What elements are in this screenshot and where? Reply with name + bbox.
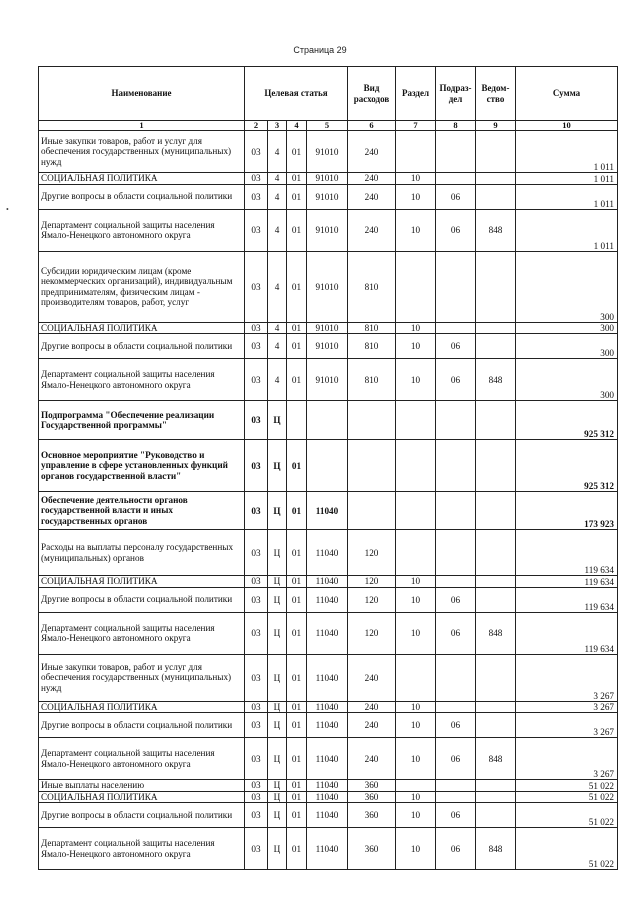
subsection	[436, 131, 476, 173]
table-row	[39, 612, 618, 654]
row-sum: 173 923	[516, 492, 618, 530]
department-code	[476, 654, 516, 701]
department-code	[476, 803, 516, 828]
expense-type: 810	[348, 334, 396, 359]
row-name: СОЦИАЛЬНАЯ ПОЛИТИКА	[39, 322, 245, 334]
subsection: 06	[436, 334, 476, 359]
expense-type: 240	[348, 173, 396, 185]
target-subprogram: Ц	[268, 492, 287, 530]
header-row	[39, 67, 618, 121]
department-code: 848	[476, 828, 516, 870]
section: 10	[396, 576, 436, 588]
column-number: 2	[245, 121, 268, 131]
target-direction: 11040	[307, 576, 348, 588]
target-program: 03	[245, 780, 268, 792]
target-subprogram: Ц	[268, 803, 287, 828]
department-code	[476, 780, 516, 792]
row-sum: 51 022	[516, 828, 618, 870]
row-name: Департамент социальной защиты населения Ямало-Ненецкого автономного округа	[39, 359, 245, 401]
table-row	[39, 173, 618, 185]
target-direction: 11040	[307, 738, 348, 780]
department-code	[476, 334, 516, 359]
target-event: 01	[287, 654, 307, 701]
row-name: СОЦИАЛЬНАЯ ПОЛИТИКА	[39, 791, 245, 803]
subsection	[436, 576, 476, 588]
expense-type: 240	[348, 713, 396, 738]
target-event: 01	[287, 184, 307, 209]
expense-type: 810	[348, 322, 396, 334]
section: 10	[396, 803, 436, 828]
target-program: 03	[245, 251, 268, 322]
target-subprogram: Ц	[268, 530, 287, 576]
row-sum: 51 022	[516, 780, 618, 792]
column-number: 8	[436, 121, 476, 131]
target-event: 01	[287, 173, 307, 185]
target-program: 03	[245, 791, 268, 803]
target-program: 03	[245, 440, 268, 492]
target-direction: 11040	[307, 492, 348, 530]
table-row	[39, 780, 618, 792]
subsection	[436, 654, 476, 701]
row-name: СОЦИАЛЬНАЯ ПОЛИТИКА	[39, 701, 245, 713]
department-code	[476, 440, 516, 492]
target-direction: 91010	[307, 334, 348, 359]
target-subprogram: 4	[268, 359, 287, 401]
column-number: 10	[516, 121, 618, 131]
target-subprogram: Ц	[268, 587, 287, 612]
row-name: Подпрограмма "Обеспечение реализации Государственной программы"	[39, 401, 245, 440]
header-podrazdel: Подраз-дел	[436, 67, 476, 121]
target-direction: 11040	[307, 701, 348, 713]
table-row	[39, 401, 618, 440]
row-sum: 300	[516, 359, 618, 401]
budget-table	[38, 66, 618, 870]
target-program: 03	[245, 738, 268, 780]
table-row	[39, 530, 618, 576]
target-direction: 11040	[307, 587, 348, 612]
target-program: 03	[245, 530, 268, 576]
section	[396, 492, 436, 530]
row-sum: 119 634	[516, 530, 618, 576]
target-direction: 91010	[307, 251, 348, 322]
expense-type: 240	[348, 701, 396, 713]
target-subprogram: Ц	[268, 738, 287, 780]
expense-type: 120	[348, 530, 396, 576]
subsection	[436, 701, 476, 713]
target-event: 01	[287, 209, 307, 251]
subsection	[436, 780, 476, 792]
expense-type: 240	[348, 131, 396, 173]
expense-type: 360	[348, 803, 396, 828]
target-event: 01	[287, 251, 307, 322]
column-number: 7	[396, 121, 436, 131]
target-subprogram: Ц	[268, 701, 287, 713]
target-program: 03	[245, 359, 268, 401]
section: 10	[396, 738, 436, 780]
target-subprogram: 4	[268, 322, 287, 334]
section: 10	[396, 359, 436, 401]
department-code	[476, 713, 516, 738]
expense-type: 360	[348, 828, 396, 870]
target-direction: 11040	[307, 654, 348, 701]
table-row	[39, 791, 618, 803]
table-row	[39, 440, 618, 492]
target-program: 03	[245, 401, 268, 440]
target-program: 03	[245, 173, 268, 185]
expense-type	[348, 492, 396, 530]
expense-type: 120	[348, 587, 396, 612]
target-event: 01	[287, 322, 307, 334]
table-row	[39, 492, 618, 530]
column-number: 6	[348, 121, 396, 131]
department-code	[476, 322, 516, 334]
target-event: 01	[287, 612, 307, 654]
target-subprogram: Ц	[268, 791, 287, 803]
expense-type: 240	[348, 738, 396, 780]
expense-type: 120	[348, 576, 396, 588]
department-code	[476, 791, 516, 803]
column-number: 4	[287, 121, 307, 131]
target-direction: 91010	[307, 209, 348, 251]
target-subprogram: Ц	[268, 654, 287, 701]
section	[396, 131, 436, 173]
row-sum: 3 267	[516, 713, 618, 738]
target-event: 01	[287, 492, 307, 530]
table-row	[39, 587, 618, 612]
subsection: 06	[436, 184, 476, 209]
section: 10	[396, 209, 436, 251]
section	[396, 654, 436, 701]
target-program: 03	[245, 576, 268, 588]
expense-type: 360	[348, 791, 396, 803]
department-code	[476, 251, 516, 322]
subsection: 06	[436, 713, 476, 738]
row-sum: 300	[516, 334, 618, 359]
target-direction: 11040	[307, 791, 348, 803]
row-name: Иные выплаты населению	[39, 780, 245, 792]
row-sum: 3 267	[516, 701, 618, 713]
expense-type: 120	[348, 612, 396, 654]
table-row	[39, 654, 618, 701]
target-direction	[307, 401, 348, 440]
table-body	[39, 131, 618, 870]
section	[396, 251, 436, 322]
target-event: 01	[287, 701, 307, 713]
table-row	[39, 701, 618, 713]
row-name: Обеспечение деятельности органов государственной власти и иных государственных органов	[39, 492, 245, 530]
target-subprogram: 4	[268, 251, 287, 322]
target-direction: 11040	[307, 612, 348, 654]
department-code	[476, 184, 516, 209]
subsection: 06	[436, 828, 476, 870]
target-direction: 91010	[307, 184, 348, 209]
target-direction: 91010	[307, 173, 348, 185]
header-vedomstvo: Ведом-ство	[476, 67, 516, 121]
subsection: 06	[436, 803, 476, 828]
table-row	[39, 713, 618, 738]
subsection	[436, 440, 476, 492]
row-name: Другие вопросы в области социальной политики	[39, 587, 245, 612]
target-program: 03	[245, 492, 268, 530]
row-name: Департамент социальной защиты населения Ямало-Ненецкого автономного округа	[39, 828, 245, 870]
header-razdel: Раздел	[396, 67, 436, 121]
target-event: 01	[287, 359, 307, 401]
target-direction: 11040	[307, 530, 348, 576]
target-direction: 11040	[307, 803, 348, 828]
subsection	[436, 791, 476, 803]
target-direction: 91010	[307, 131, 348, 173]
department-code: 848	[476, 738, 516, 780]
column-number-row	[39, 121, 618, 131]
row-name: Департамент социальной защиты населения Ямало-Ненецкого автономного округа	[39, 209, 245, 251]
row-sum: 1 011	[516, 173, 618, 185]
table-row	[39, 209, 618, 251]
row-name: СОЦИАЛЬНАЯ ПОЛИТИКА	[39, 576, 245, 588]
row-name: Другие вопросы в области социальной политики	[39, 184, 245, 209]
target-program: 03	[245, 587, 268, 612]
margin-mark: •	[6, 205, 9, 214]
target-subprogram: Ц	[268, 612, 287, 654]
row-sum: 300	[516, 251, 618, 322]
column-number: 5	[307, 121, 348, 131]
row-name: Расходы на выплаты персоналу государственных (муниципальных) органов	[39, 530, 245, 576]
department-code	[476, 173, 516, 185]
section: 10	[396, 828, 436, 870]
subsection: 06	[436, 359, 476, 401]
row-name: Департамент социальной защиты населения Ямало-Ненецкого автономного округа	[39, 612, 245, 654]
department-code	[476, 131, 516, 173]
subsection	[436, 530, 476, 576]
row-name: Иные закупки товаров, работ и услуг для обеспечения государственных (муниципальных) нужд	[39, 654, 245, 701]
target-direction: 11040	[307, 780, 348, 792]
expense-type: 240	[348, 654, 396, 701]
expense-type: 240	[348, 184, 396, 209]
row-name: Иные закупки товаров, работ и услуг для обеспечения государственных (муниципальных) нужд	[39, 131, 245, 173]
subsection: 06	[436, 738, 476, 780]
table-row	[39, 184, 618, 209]
target-event	[287, 401, 307, 440]
page-number: Страница 29	[293, 45, 347, 55]
target-subprogram: Ц	[268, 828, 287, 870]
section: 10	[396, 322, 436, 334]
target-subprogram: 4	[268, 173, 287, 185]
target-program: 03	[245, 334, 268, 359]
row-sum: 300	[516, 322, 618, 334]
row-name: Департамент социальной защиты населения Ямало-Ненецкого автономного округа	[39, 738, 245, 780]
section	[396, 780, 436, 792]
department-code	[476, 576, 516, 588]
table-row	[39, 334, 618, 359]
table-row	[39, 576, 618, 588]
expense-type: 810	[348, 251, 396, 322]
target-subprogram: Ц	[268, 576, 287, 588]
target-program: 03	[245, 322, 268, 334]
section: 10	[396, 713, 436, 738]
row-sum: 925 312	[516, 440, 618, 492]
section	[396, 530, 436, 576]
target-event: 01	[287, 576, 307, 588]
row-sum: 51 022	[516, 803, 618, 828]
target-subprogram: Ц	[268, 401, 287, 440]
row-name: Другие вопросы в области социальной политики	[39, 334, 245, 359]
subsection	[436, 492, 476, 530]
section: 10	[396, 173, 436, 185]
row-sum: 925 312	[516, 401, 618, 440]
section: 10	[396, 612, 436, 654]
header-summa: Сумма	[516, 67, 618, 121]
subsection	[436, 322, 476, 334]
target-event: 01	[287, 713, 307, 738]
target-program: 03	[245, 654, 268, 701]
target-direction	[307, 440, 348, 492]
target-program: 03	[245, 131, 268, 173]
subsection	[436, 173, 476, 185]
target-direction: 11040	[307, 828, 348, 870]
target-direction: 91010	[307, 322, 348, 334]
target-subprogram: 4	[268, 209, 287, 251]
header-name: Наименование	[39, 67, 245, 121]
row-sum: 119 634	[516, 587, 618, 612]
target-subprogram: 4	[268, 131, 287, 173]
header-vid: Вид расходов	[348, 67, 396, 121]
target-subprogram: 4	[268, 184, 287, 209]
row-sum: 119 634	[516, 612, 618, 654]
target-event: 01	[287, 828, 307, 870]
expense-type	[348, 401, 396, 440]
section	[396, 401, 436, 440]
target-program: 03	[245, 803, 268, 828]
row-name: Другие вопросы в области социальной политики	[39, 803, 245, 828]
target-program: 03	[245, 701, 268, 713]
table-row	[39, 131, 618, 173]
target-event: 01	[287, 738, 307, 780]
row-name: СОЦИАЛЬНАЯ ПОЛИТИКА	[39, 173, 245, 185]
target-event: 01	[287, 803, 307, 828]
table-row	[39, 322, 618, 334]
department-code	[476, 587, 516, 612]
section: 10	[396, 791, 436, 803]
subsection	[436, 401, 476, 440]
table-row	[39, 359, 618, 401]
target-subprogram: Ц	[268, 440, 287, 492]
column-number: 9	[476, 121, 516, 131]
target-event: 01	[287, 131, 307, 173]
expense-type: 810	[348, 359, 396, 401]
target-direction: 91010	[307, 359, 348, 401]
target-event: 01	[287, 587, 307, 612]
row-name: Основное мероприятие "Руководство и управление в сфере установленных функций органов государственной власти"	[39, 440, 245, 492]
row-sum: 3 267	[516, 738, 618, 780]
row-sum: 119 634	[516, 576, 618, 588]
target-subprogram: Ц	[268, 780, 287, 792]
expense-type: 240	[348, 209, 396, 251]
column-number: 1	[39, 121, 245, 131]
target-program: 03	[245, 209, 268, 251]
target-event: 01	[287, 791, 307, 803]
target-event: 01	[287, 334, 307, 359]
subsection: 06	[436, 587, 476, 612]
target-program: 03	[245, 828, 268, 870]
table-row	[39, 738, 618, 780]
target-program: 03	[245, 184, 268, 209]
row-sum: 1 011	[516, 184, 618, 209]
department-code	[476, 492, 516, 530]
target-event: 01	[287, 780, 307, 792]
department-code	[476, 401, 516, 440]
department-code	[476, 530, 516, 576]
target-program: 03	[245, 612, 268, 654]
department-code	[476, 701, 516, 713]
column-number: 3	[268, 121, 287, 131]
subsection: 06	[436, 612, 476, 654]
target-event: 01	[287, 440, 307, 492]
table-row	[39, 803, 618, 828]
row-sum: 3 267	[516, 654, 618, 701]
section: 10	[396, 701, 436, 713]
target-subprogram: 4	[268, 334, 287, 359]
target-subprogram: Ц	[268, 713, 287, 738]
table-row	[39, 828, 618, 870]
section: 10	[396, 587, 436, 612]
department-code: 848	[476, 209, 516, 251]
subsection: 06	[436, 209, 476, 251]
row-name: Другие вопросы в области социальной политики	[39, 713, 245, 738]
department-code: 848	[476, 612, 516, 654]
subsection	[436, 251, 476, 322]
department-code: 848	[476, 359, 516, 401]
row-sum: 51 022	[516, 791, 618, 803]
target-direction: 11040	[307, 713, 348, 738]
target-program: 03	[245, 713, 268, 738]
section: 10	[396, 334, 436, 359]
row-name: Субсидии юридическим лицам (кроме некоммерческих организаций), индивидуальным предпринимателям, физическим лицам - производителям товаров, работ, услуг	[39, 251, 245, 322]
row-sum: 1 011	[516, 209, 618, 251]
header-target: Целевая статья	[245, 67, 348, 121]
table-row	[39, 251, 618, 322]
section: 10	[396, 184, 436, 209]
expense-type	[348, 440, 396, 492]
expense-type: 360	[348, 780, 396, 792]
target-event: 01	[287, 530, 307, 576]
section	[396, 440, 436, 492]
row-sum: 1 011	[516, 131, 618, 173]
